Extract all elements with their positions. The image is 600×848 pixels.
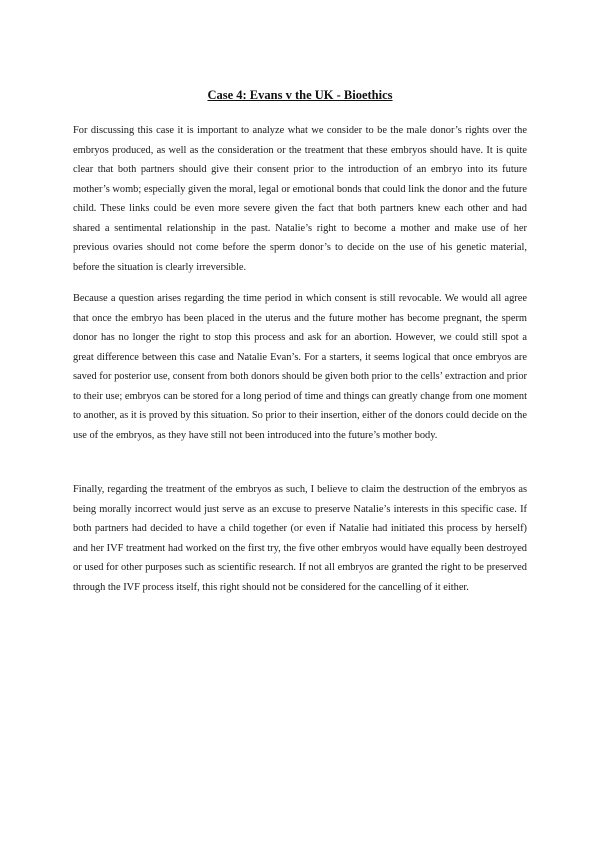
paragraph-consent-rights: For discussing this case it is important to analyze what we consider to be the male donor’s rights over the embryos produced, as well as the consideration or the treatment that these embryos should have. It is quite clear that both partners should give their consent prior to the introduction of an embryo into its future mother’s womb; especially given the moral, legal or emotional bonds that could link the donor and the future child. These links could be even more severe given the fact that both partners knew each other and had shared a sentimental relationship in the past. Natalie’s right to become a mother and make use of her previous ovaries should not come before the sperm donor’s to decide on the use of his genetic material, before the situation is clearly irreversible.: [73, 125, 527, 273]
paragraph-revocable-consent: Because a question arises regarding the time period in which consent is still revocable. We would all agree that once the embryo has been placed in the uterus and the future mother has become pregnant, the sperm donor has no longer the right to stop this process and ask for an abortion. However, we could still spot a great difference between this case and Natalie Evan’s. For a starters, it seems logical that once embryos are saved for posterior use, consent from both donors should be given both prior to the cells’ extraction and prior to their use; embryos can be stored for a long period of time and things can greatly change from one moment to another, as it is proved by this situation. So prior to their insertion, either of the donors could decide on the use of the embryos, as they have still not been introduced into the future’s mother body.: [73, 293, 527, 441]
document-title: Case 4: Evans v the UK - Bioethics: [207, 88, 393, 102]
paragraph-embryo-treatment: Finally, regarding the treatment of the embryos as such, I believe to claim the destruction of the embryos as being morally incorrect would just serve as an excuse to preserve Natalie’s interests in this specific case. If both partners had decided to have a child together (or even if Natalie had initiated this process by herself) and her IVF treatment had worked on the first try, the five other embryos would have equally been destroyed or used for other purposes such as scientific research. If not all embryos are granted the right to be preserved through the IVF process itself, this right should not be considered for the cancelling of it either.: [73, 484, 527, 593]
